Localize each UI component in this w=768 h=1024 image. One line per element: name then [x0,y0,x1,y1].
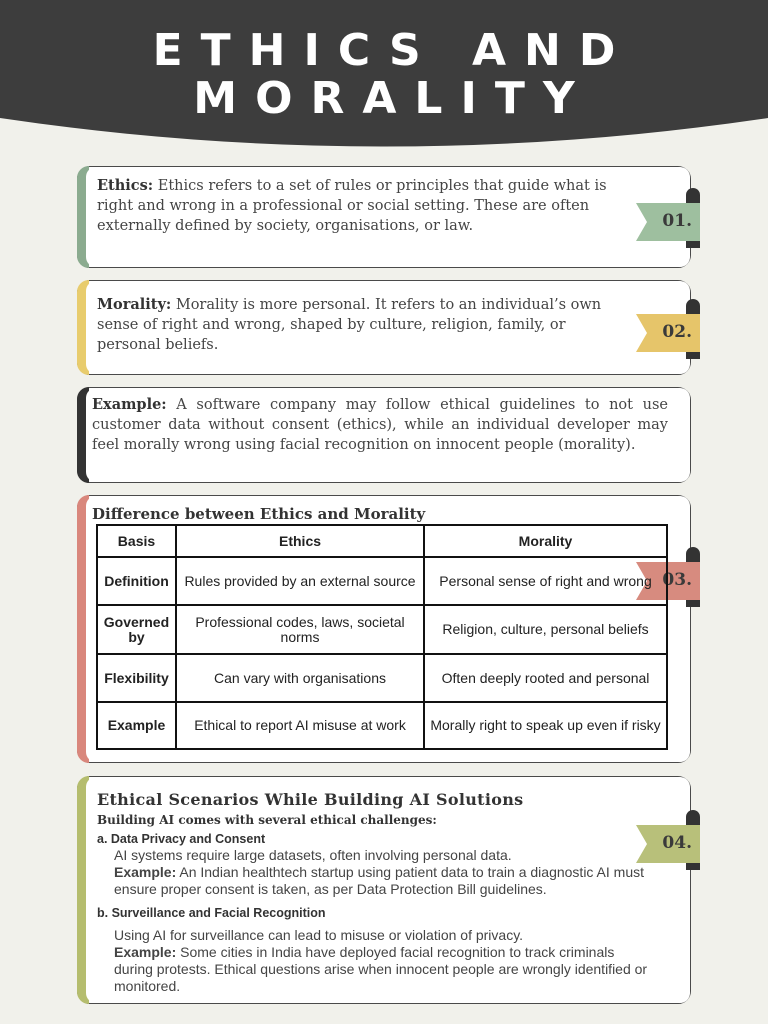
morality-number-tab [636,314,700,350]
scenario-a-example: An Indian healthtech startup using patient data to train a diagnostic AI must ensure proper consent is taken, as per Data Protection Bill guidelines. [114,864,644,897]
scenarios-card [77,776,691,1004]
morality-number: 02. [662,322,692,342]
scenario-b-title: b. Surveillance and Facial Recognition [97,906,326,920]
page-title-line2: MORALITY [193,73,593,124]
scenarios-heading: Ethical Scenarios While Building AI Solutions [97,790,524,809]
ethics-number-tab [636,203,700,239]
morality-definition [97,295,627,355]
table-header-morality: Morality [424,525,667,557]
table-cell-basis: Governed by [97,605,176,654]
difference-number: 03. [662,570,692,590]
table-row [97,557,667,605]
morality-term: Morality: [97,296,172,313]
scenario-a-body [114,847,669,898]
example-card [77,387,691,483]
scenario-a-title: a. Data Privacy and Consent [97,832,266,846]
scenario-a-line: AI systems require large datasets, often involving personal data. [114,847,512,863]
table-header-ethics: Ethics [176,525,424,557]
table-cell-ethics: Rules provided by an external source [176,557,424,605]
header-banner [0,0,768,150]
scenario-b-body [114,927,654,995]
scenario-a-example-label: Example: [114,864,177,880]
ethics-number: 01. [662,211,692,231]
table-cell-morality: Personal sense of right and wrong [424,557,667,605]
page-title-line1: ETHICS AND [152,25,634,76]
table-cell-morality: Morally right to speak up even if risky [424,702,667,749]
difference-heading: Difference between Ethics and Morality [92,505,426,523]
table-cell-morality: Often deeply rooted and personal [424,654,667,702]
table-row [97,654,667,702]
table-row [97,605,667,654]
scenarios-number: 04. [662,833,692,853]
morality-text: Morality is more personal. It refers to an individual’s own sense of right and wrong, shaped by culture, religion, family, or personal beliefs. [97,297,602,353]
table-header-row [97,525,667,557]
example-term: Example: [92,396,167,413]
morality-card [77,280,691,375]
scenario-b-line: Using AI for surveillance can lead to misuse or violation of privacy. [114,927,524,943]
difference-table [96,524,668,750]
ethics-card [77,166,691,268]
table-cell-ethics: Ethical to report AI misuse at work [176,702,424,749]
example-text: A software company may follow ethical guidelines to not use customer data without consent (ethics), while an individual developer may feel morally wrong using facial recognition on innocent people (morality). [92,397,668,453]
table-cell-basis: Example [97,702,176,749]
table-row [97,702,667,749]
table-cell-basis: Flexibility [97,654,176,702]
table-cell-ethics: Professional codes, laws, societal norms [176,605,424,654]
scenario-b-example-label: Example: [114,944,177,960]
ethics-text: Ethics refers to a set of rules or principles that guide what is right and wrong in a professional or social setting. These are often externally defined by society, organisations, or law. [97,178,607,234]
table-cell-morality: Religion, culture, personal beliefs [424,605,667,654]
ethics-term: Ethics: [97,177,154,194]
scenario-b-example: Some cities in India have deployed facial recognition to track criminals during protests. Ethical questions arise when innocent people are wrongly identified or monitored. [114,944,648,994]
scenarios-intro: Building AI comes with several ethical challenges: [97,813,437,827]
scenarios-number-tab [636,825,700,861]
table-header-basis: Basis [97,525,176,557]
example-text-block [92,395,668,455]
ethics-definition [97,176,627,236]
table-cell-basis: Definition [97,557,176,605]
table-cell-ethics: Can vary with organisations [176,654,424,702]
